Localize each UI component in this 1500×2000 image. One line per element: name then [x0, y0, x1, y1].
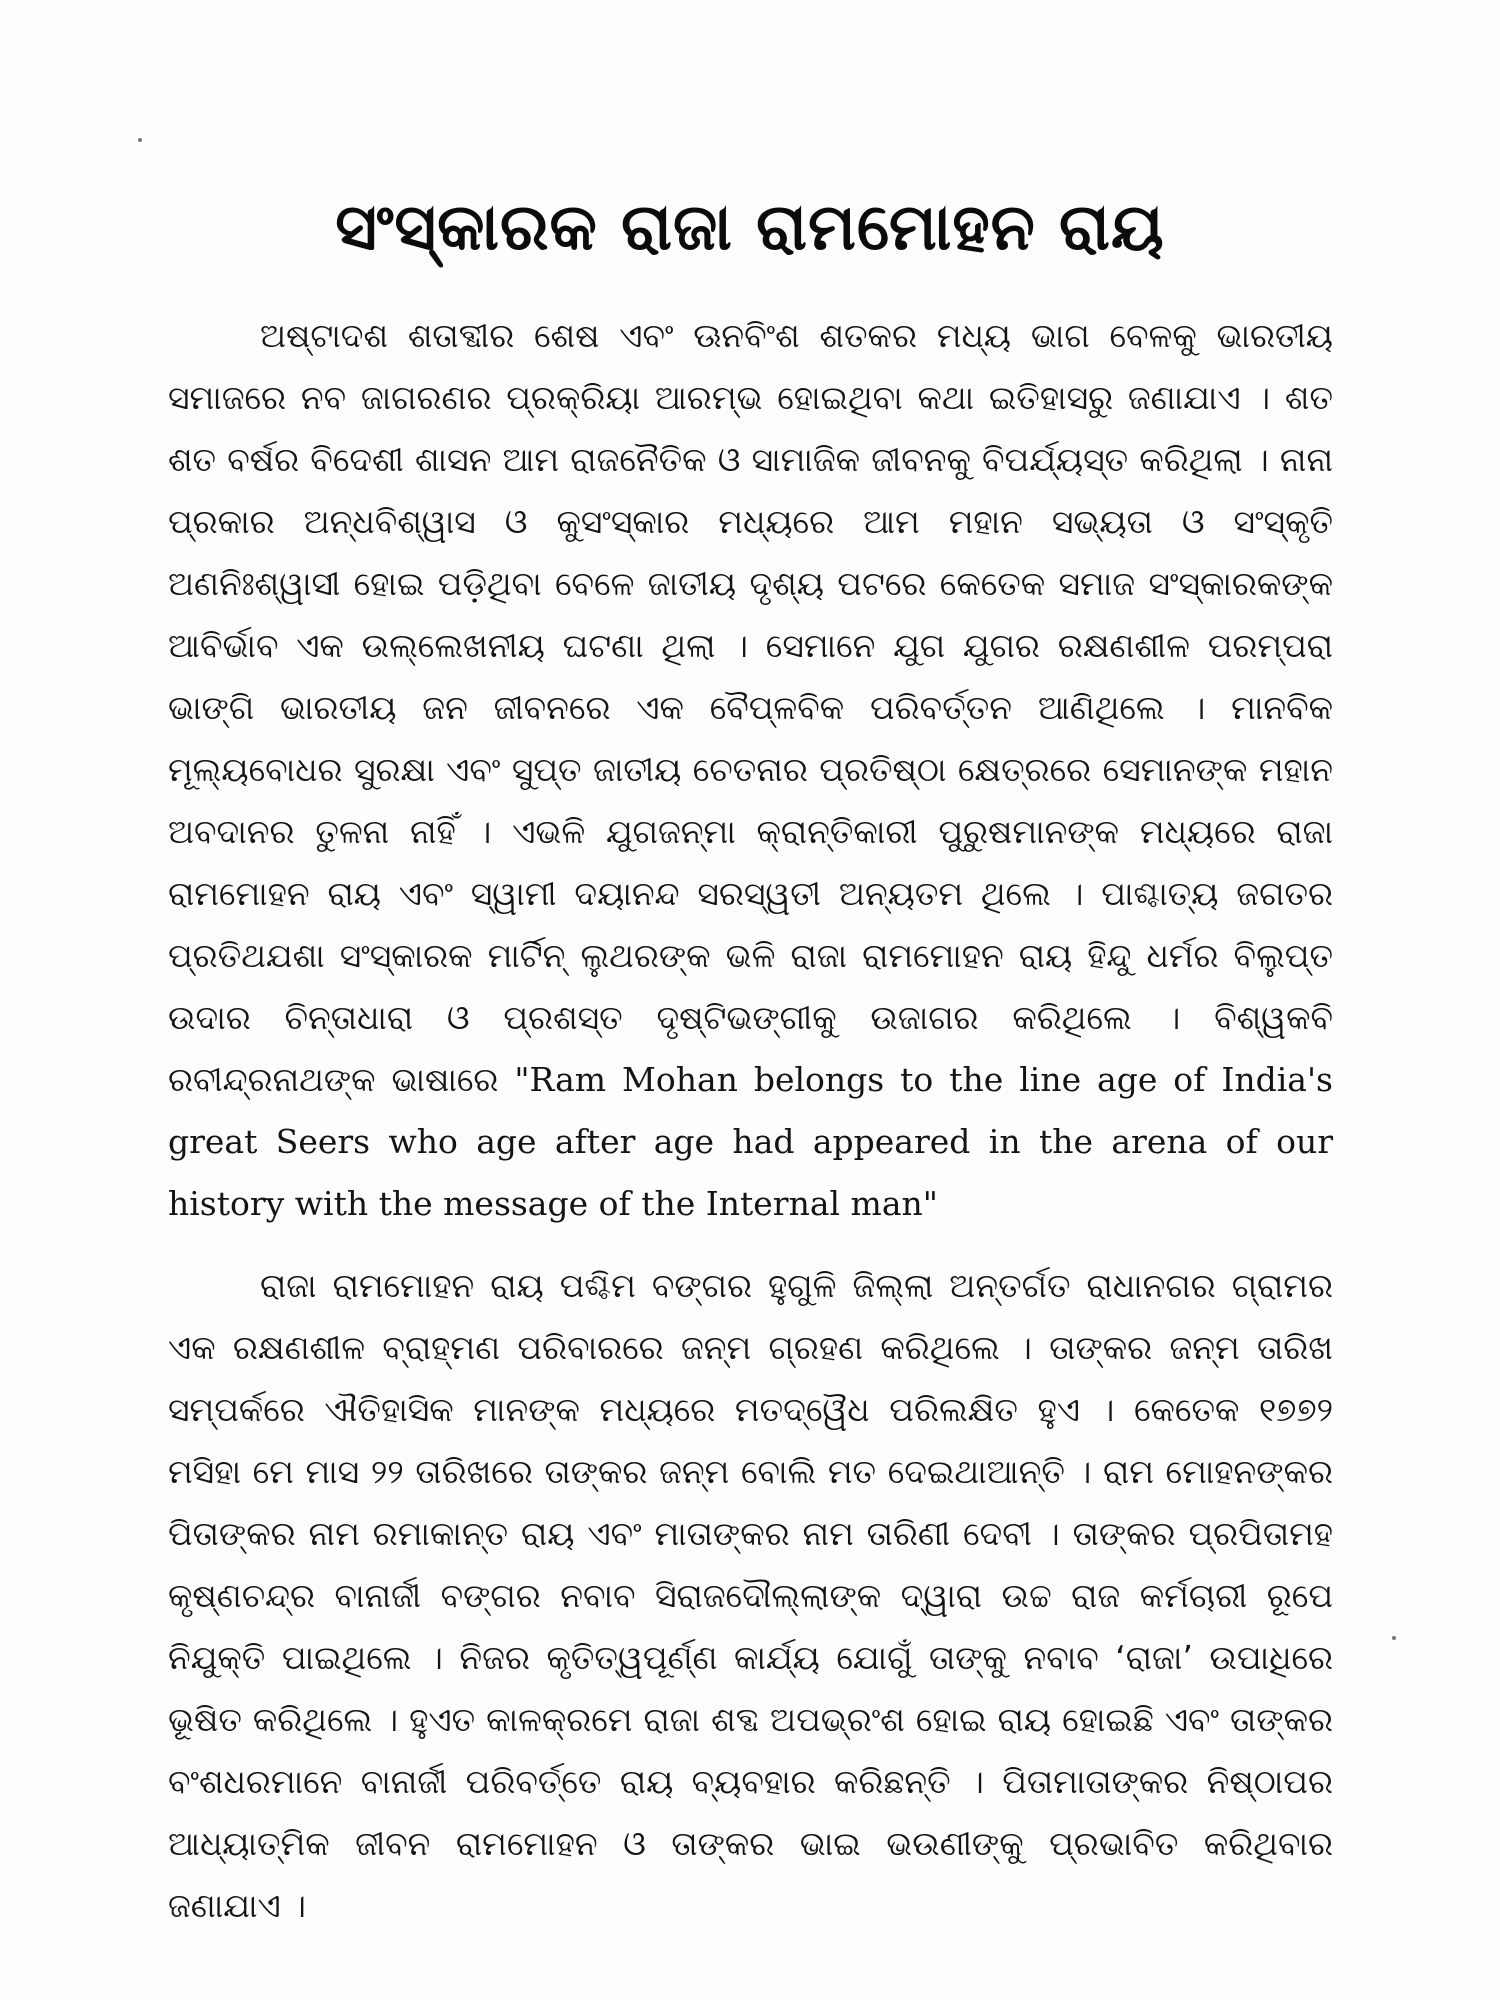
- paragraph-2: [168, 1255, 1333, 1937]
- scan-speck: [138, 138, 142, 142]
- paragraph-1-text: ଅଷ୍ଟାଦଶ ଶତାବ୍ଦୀର ଶେଷ ଏବଂ ଊନବିଂଶ ଶତକର ମଧ୍ୟ ଭାଗ ବେଳକୁ ଭାରତୀୟ ସମାଜରେ ନବ ଜାଗରଣର ପ୍ରକ୍ରିୟା ଆରମ୍ଭ ହୋଇଥିବା କଥା ଇତିହାସରୁ ଜଣାଯାଏ । ଶତ ଶତ ବର୍ଷର ବିଦେଶୀ ଶାସନ ଆମ ରାଜନୈତିକ ଓ ସାମାଜିକ ଜୀବନକୁ ବିପର୍ଯ୍ୟସ୍ତ କରିଥିଲା । ନାନା ପ୍ରକାର ଅନ୍ଧବିଶ୍ୱାସ ଓ କୁସଂସ୍କାର ମଧ୍ୟରେ ଆମ ମହାନ ସଭ୍ୟତା ଓ ସଂସ୍କୃତି ଅଣନିଃଶ୍ୱାସୀ ହୋଇ ପଡ଼ିଥିବା ବେଳେ ଜାତୀୟ ଦୃଶ୍ୟ ପଟରେ କେତେକ ସମାଜ ସଂସ୍କାରକଙ୍କ ଆବିର୍ଭାବ ଏକ ଉଲ୍ଲେଖନୀୟ ଘଟଣା ଥିଲା । ସେମାନେ ଯୁଗ ଯୁଗର ରକ୍ଷଣଶୀଳ ପରମ୍ପରା ଭାଙ୍ଗି ଭାରତୀୟ ଜନ ଜୀବନରେ ଏକ ବୈପ୍ଳବିକ ପରିବର୍ତ୍ତନ ଆଣିଥିଲେ । ମାନବିକ ମୂଲ୍ୟବୋଧର ସୁରକ୍ଷା ଏବଂ ସୁପ୍ତ ଜାତୀୟ ଚେତନାର ପ୍ରତିଷ୍ଠା କ୍ଷେତ୍ରରେ ସେମାନଙ୍କ ମହାନ ଅବଦାନର ତୁଳନା ନାହିଁ । ଏଭଳି ଯୁଗଜନ୍ମା କ୍ରାନ୍ତିକାରୀ ପୁରୁଷମାନଙ୍କ ମଧ୍ୟରେ ରାଜା ରାମମୋହନ ରାୟ ଏବଂ ସ୍ୱାମୀ ଦୟାନନ୍ଦ ସରସ୍ୱତୀ ଅନ୍ୟତମ ଥିଲେ । ପାଶ୍ଚାତ୍ୟ ଜଗତର ପ୍ରତିଥଯଶା ସଂସ୍କାରକ ମାର୍ଟିନ୍ ଲୁଥରଙ୍କ ଭଳି ରାଜା ରାମମୋହନ ରାୟ ହିନ୍ଦୁ ଧର୍ମର ବିଲୁପ୍ତ ଉଦାର ଚିନ୍ତାଧାରା ଓ ପ୍ରଶସ୍ତ ଦୃଷ୍ଟିଭଙ୍ଗୀକୁ ଉଜାଗର କରିଥିଲେ । ବିଶ୍ୱକବି ରବୀନ୍ଦ୍ରନାଥଙ୍କ ଭାଷାରେ: [168, 316, 1333, 1099]
- paragraph-1: [168, 305, 1333, 1235]
- paragraph-2-text: ରାଜା ରାମମୋହନ ରାୟ ପଶ୍ଚିମ ବଙ୍ଗର ହୁଗୁଳି ଜିଲ୍ଲା ଅନ୍ତର୍ଗତ ରାଧାନଗର ଗ୍ରାମର ଏକ ରକ୍ଷଣଶୀଳ ବ୍ରାହ୍ମଣ ପରିବାରରେ ଜନ୍ମ ଗ୍ରହଣ କରିଥିଲେ । ତାଙ୍କର ଜନ୍ମ ତାରିଖ ସମ୍ପର୍କରେ ଐତିହାସିକ ମାନଙ୍କ ମଧ୍ୟରେ ମତଦ୍ୱୈଧ ପରିଲକ୍ଷିତ ହୁଏ । କେତେକ ୧୭୭୨ ମସିହା ମେ ମାସ ୨୨ ତାରିଖରେ ତାଙ୍କର ଜନ୍ମ ବୋଲି ମତ ଦେଇଥାଆନ୍ତି । ରାମ ମୋହନଙ୍କର ପିତାଙ୍କର ନାମ ରମାକାନ୍ତ ରାୟ ଏବଂ ମାତାଙ୍କର ନାମ ତାରିଣୀ ଦେବୀ । ତାଙ୍କର ପ୍ରପିତାମହ କୃଷ୍ଣଚନ୍ଦ୍ର ବାନାର୍ଜୀ ବଙ୍ଗର ନବାବ ସିରାଜଦୌଲ୍ଲାଙ୍କ ଦ୍ୱାରା ଉଚ୍ଚ ରାଜ କର୍ମଚାରୀ ରୂପେ ନିଯୁକ୍ତି ପାଇଥିଲେ । ନିଜର କୃତିତ୍ୱପୂର୍ଣ୍ଣ କାର୍ଯ୍ୟ ଯୋଗୁଁ ତାଙ୍କୁ ନବାବ ‘ରାଜା’ ଉପାଧିରେ ଭୂଷିତ କରିଥିଲେ । ହୁଏତ କାଳକ୍ରମେ ରାଜା ଶବ୍ଦ ଅପଭ୍ରଂଶ ହୋଇ ରାୟ ହୋଇଛି ଏବଂ ତାଙ୍କର ବଂଶଧରମାନେ ବାନାର୍ଜୀ ପରିବର୍ତ୍ତେ ରାୟ ବ୍ୟବହାର କରିଛନ୍ତି । ପିତାମାତାଙ୍କର ନିଷ୍ଠାପର ଆଧ୍ୟାତ୍ମିକ ଜୀବନ ରାମମୋହନ ଓ ତାଙ୍କର ଭାଇ ଭଉଣୀଙ୍କୁ ପ୍ରଭାବିତ କରିଥିବାର ଜଣାଯାଏ ।: [168, 1266, 1333, 1925]
- page-title: ସଂସ୍କାରକ ରାଜା ରାମମୋହନ ରାୟ: [335, 190, 1165, 265]
- tagore-quote: "Ram Mohan belongs to the line age of India's great Seers who age after age had appeared in the arena of our history with the message of the Internal man": [168, 1060, 1333, 1223]
- scan-speck: [1392, 1636, 1396, 1640]
